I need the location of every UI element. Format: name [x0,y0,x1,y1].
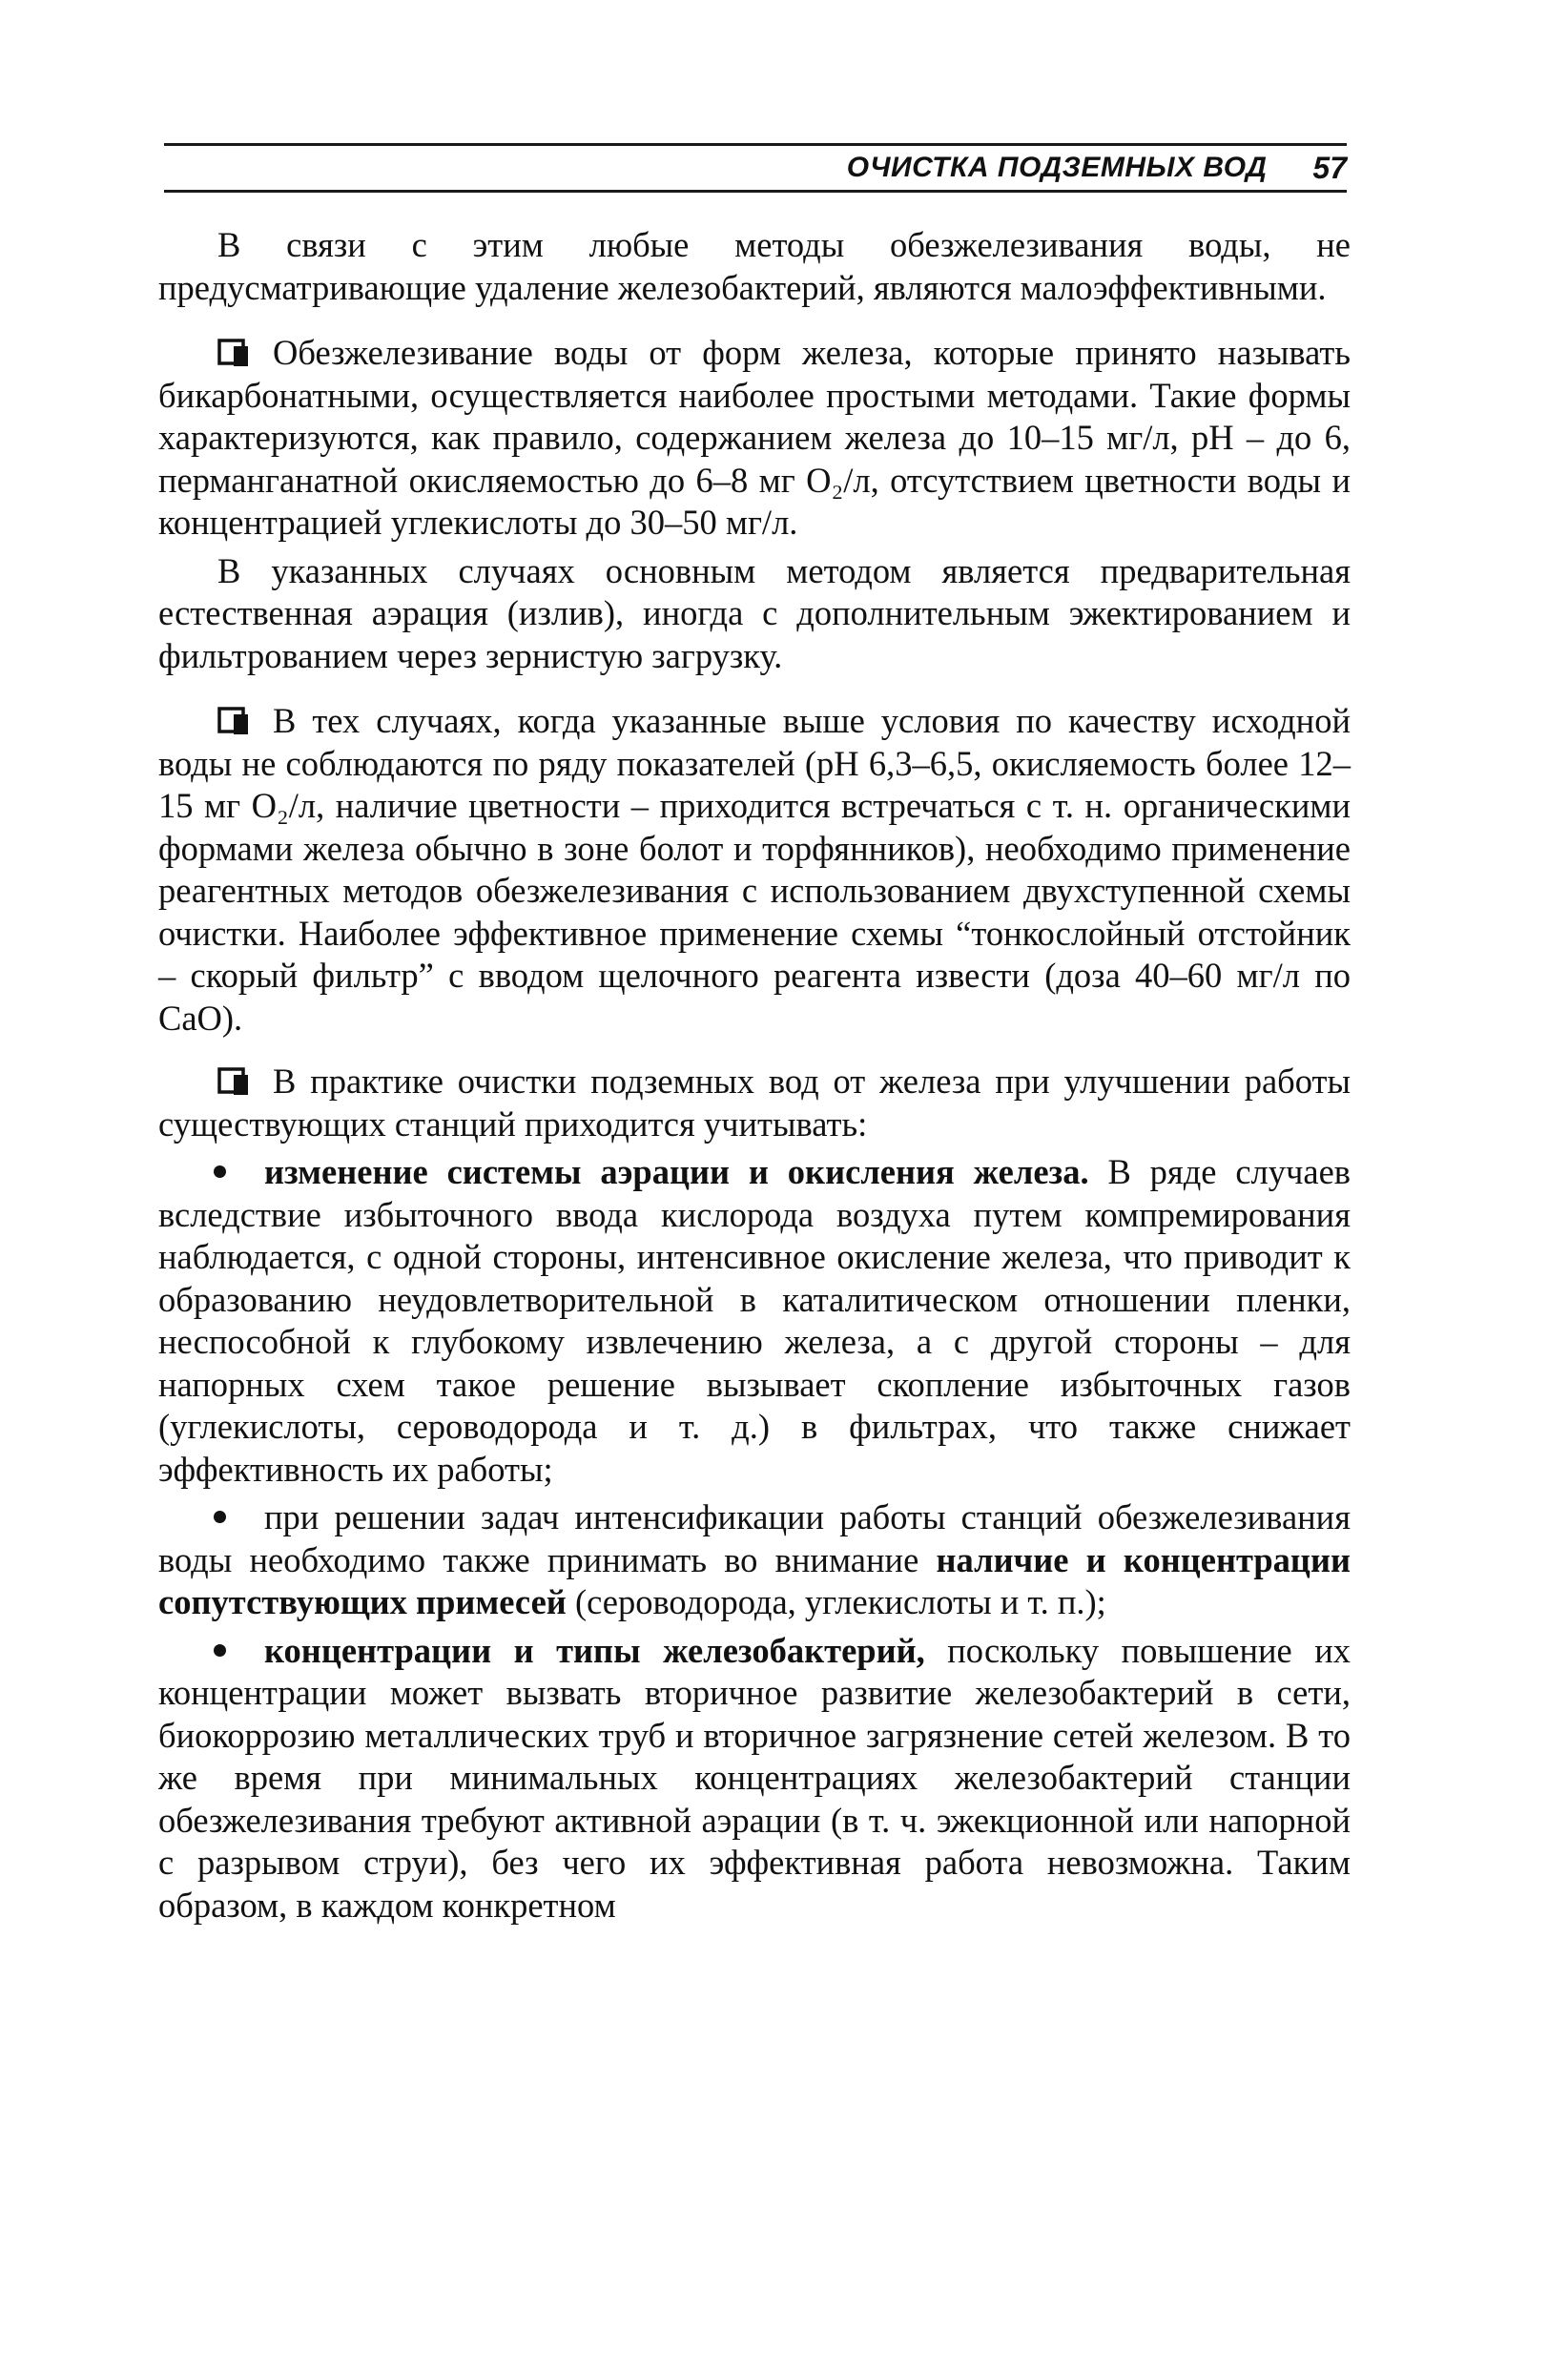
page-number: 57 [1312,150,1347,185]
checkbox-marker-icon [217,706,256,736]
bullet-item-2 [158,1496,1351,1624]
bullet-2-bold: наличие и концентрации сопутствующих примесей [158,1539,1351,1621]
bullet-3-bold: концентрации и типы железобактерий, [264,1630,925,1670]
bullet-2-text: при решении задач интенсификации работы станций обезжелезивания воды необходимо также принимать во внимание [158,1497,1351,1579]
paragraph-5 [158,1061,1351,1145]
bullet-icon [214,1165,226,1178]
bullet-icon [214,1511,226,1523]
bullet-1-bold: изменение системы аэрации и окисления железа. [264,1152,1089,1191]
checkbox-marker-icon [217,338,256,368]
paragraph-4-text: В тех случаях, когда указанные выше условия по качеству исходной воды не соблюдаются по ряду показателей (рН 6,3–6,5, окисляемость более 12–15 мг O₂/л, наличие цветности – приходится встречаться с т. н. органическими формами железа обычно в зоне болот и торфянников), необходимо применение реагентных методов обезжелезивания с использованием двухступенной схемы очистки. Наиболее эффективное применение схемы “тонкослойный отстойник – скорый фильтр” с вводом щелочного реагента извести (доза 40–60 мг/л по CaO). [158,701,1351,1038]
paragraph-1: В связи с этим любые методы обезжелезивания воды, не предусматривающие удаление железобактерий, являются малоэффективными. [158,225,1351,307]
bullet-2-tail: (сероводорода, углекислоты и т. п.); [566,1582,1106,1621]
paragraph-2 [158,332,1351,545]
checkbox-marker-icon [217,1066,256,1097]
bullet-item-3 [158,1630,1351,1928]
running-header-title: ОЧИСТКА ПОДЗЕМНЫХ ВОД [846,152,1268,183]
body-text [158,224,1351,1927]
running-header [164,143,1347,193]
bullet-1-text: В ряде случаев вследствие избыточного ввода кислорода воздуха путем компремирования наблюдается, с одной стороны, интенсивное окисление железа, что приводит к образованию неудовлетворительной в каталитическом отношении пленки, неспособной к глубокому извлечению железа, а с другой стороны – для напорных схем такое решение вызывает скопление избыточных газов (углекислоты, сероводорода и т. д.) в фильтрах, что также снижает эффективность их работы; [158,1152,1351,1489]
paragraph-4 [158,700,1351,1040]
bullet-icon [214,1644,226,1657]
paragraph-2-text: Обезжелезивание воды от форм железа, которые принято называть бикарбонатными, осуществляется наиболее простыми методами. Такие формы характеризуются, как правило, содержанием железа до 10–15 мг/л, рН – до 6, перманганатной окисляемостью до 6–8 мг O₂/л, отсутствием цветности воды и концентрацией углекислоты до 30–50 мг/л. [158,333,1351,542]
paragraph-3: В указанных случаях основным методом является предварительная естественная аэрация (излив), иногда с дополнительным эжектированием и фильтрованием через зернистую загрузку. [158,550,1351,675]
paragraph-5-text: В практике очистки подземных вод от железа при улучшении работы существующих станций приходится учитывать: [158,1062,1351,1144]
bullet-item-1 [158,1151,1351,1491]
bullet-3-text: поскольку повышение их концентрации может вызвать вторичное развитие железобактерий в сети, биокоррозию металлических труб и вторичное загрязнение сетей железом. В то же время при минимальных концентрациях железобактерий станции обезжелезивания требуют активной аэрации (в т. ч. эжекционной или напорной с разрывом струи), без чего их эффективная работа невозможна. Таким образом, в каждом конкретном [158,1630,1351,1925]
